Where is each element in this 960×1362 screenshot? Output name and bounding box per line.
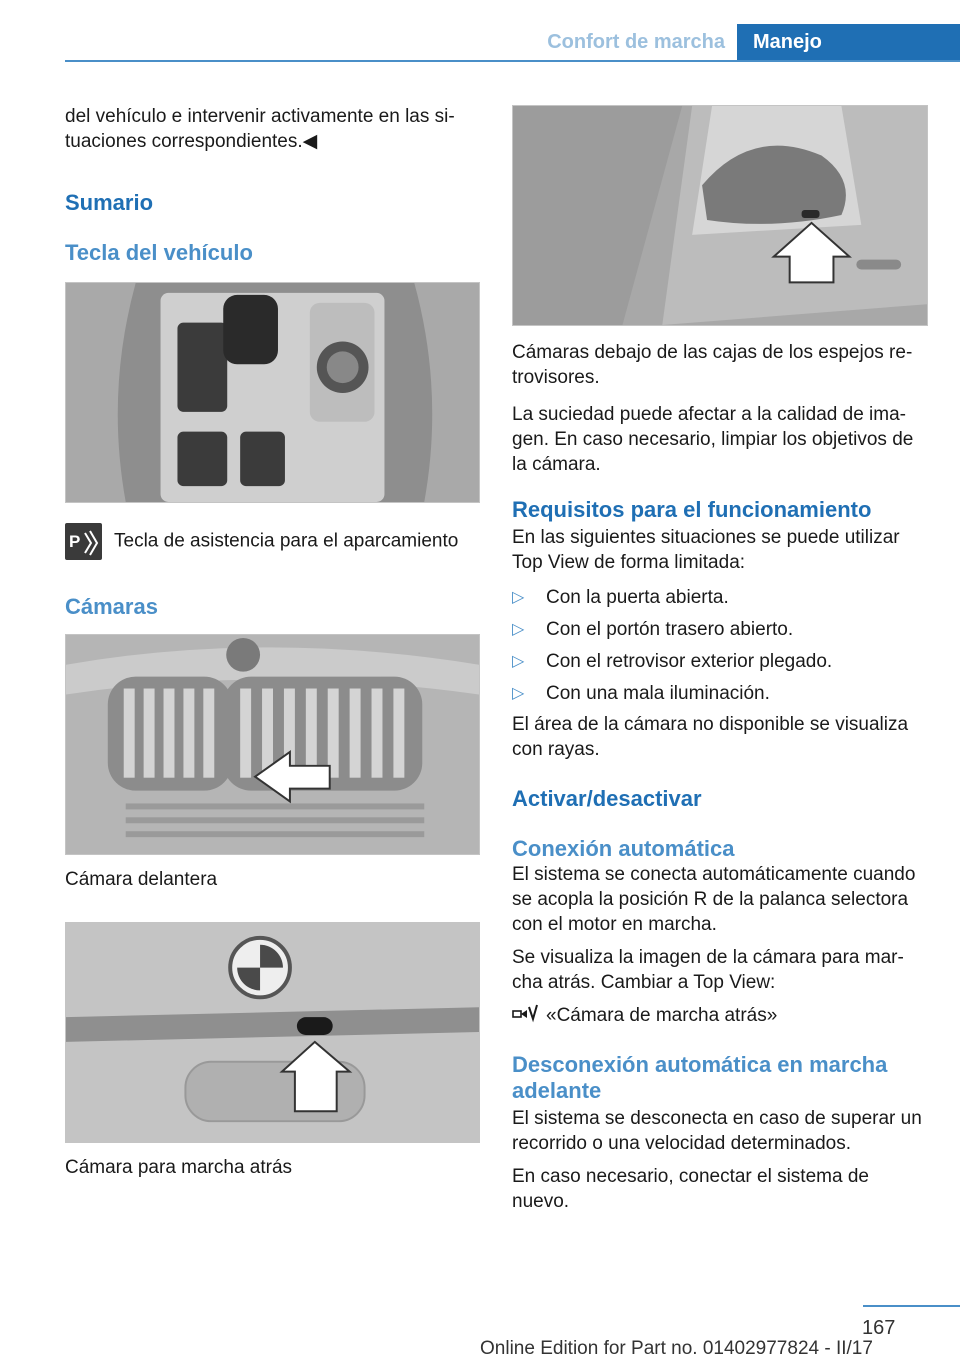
footer-rule (863, 1305, 960, 1307)
menu-item-rear-camera[interactable]: «Cámara de marcha atrás» (546, 1005, 778, 1026)
list-item: ▷ Con la puerta abierta. (512, 587, 729, 608)
chapter-tab[interactable]: Manejo (737, 24, 960, 61)
intro-paragraph: del vehículo e intervenir activamente en las si‐ tuaciones correspondientes.◀ (65, 106, 455, 152)
parking-assist-caption: Tecla de asistencia para el aparcamiento (114, 530, 459, 552)
mirror-camera-photo (512, 105, 928, 326)
heading-activar: Activar/desactivar (512, 786, 702, 811)
section-title: Confort de marcha (547, 31, 725, 53)
menu-entry (512, 1003, 928, 1028)
left-column (65, 100, 480, 1180)
list-item: ▷ Con el retrovisor exterior plegado. (512, 651, 833, 672)
parking-assist-legend (65, 523, 480, 560)
heading-tecla: Tecla del vehículo (65, 240, 253, 265)
parking-assist-icon (65, 523, 102, 560)
mirror-camera-caption: Cámaras debajo de las cajas de los espejos re‐ trovisores. (512, 342, 913, 388)
page-number: 167 (862, 1317, 896, 1339)
unavailable-area-paragraph: El área de la cámara no disponible se visualiza con rayas. (512, 714, 909, 760)
auto-connect-paragraph: El sistema se conecta automáticamente cuando se acopla la posición R de la palanca selectora con el motor en marcha. (512, 864, 916, 935)
heading-sumario: Sumario (65, 190, 154, 215)
svg-text:P: P (69, 532, 81, 551)
heading-conexion: Conexión automática (512, 836, 735, 861)
rear-camera-icon (512, 1003, 538, 1025)
header-rule (65, 60, 960, 62)
rear-camera-caption: Cámara para marcha atrás (65, 1157, 293, 1178)
console-photo (65, 282, 480, 503)
list-item: ▷ Con el portón trasero abierto. (512, 619, 794, 640)
dirt-paragraph: La suciedad puede afectar a la calidad de ima‐ gen. En caso necesario, limpiar los objetivos de la cámara. (512, 404, 914, 475)
list-item: ▷ Con una mala iluminación. (512, 683, 770, 704)
reconnect-paragraph: En caso necesario, conectar el sistema de nuevo. (512, 1166, 869, 1212)
right-column (512, 100, 928, 1214)
front-camera-caption: Cámara delantera (65, 869, 218, 890)
auto-disconnect-paragraph: El sistema se desconecta en caso de superar un recorrido o una velocidad determinados. (512, 1108, 922, 1154)
front-camera-photo (65, 634, 480, 855)
requirements-paragraph: En las siguientes situaciones se puede utilizar Top View de forma limitada: (512, 527, 900, 573)
heading-requisitos: Requisitos para el funcionamiento (512, 497, 872, 522)
rear-camera-photo (65, 922, 480, 1143)
edition-note: Online Edition for Part no. 01402977824 - II/17 (480, 1338, 873, 1359)
heading-desconexion: Desconexión automática en marcha adelante (512, 1052, 888, 1103)
heading-camaras: Cámaras (65, 594, 158, 619)
rear-view-paragraph: Se visualiza la imagen de la cámara para mar‐ cha atrás. Cambiar a Top View: (512, 947, 904, 993)
requirements-list (512, 585, 928, 706)
